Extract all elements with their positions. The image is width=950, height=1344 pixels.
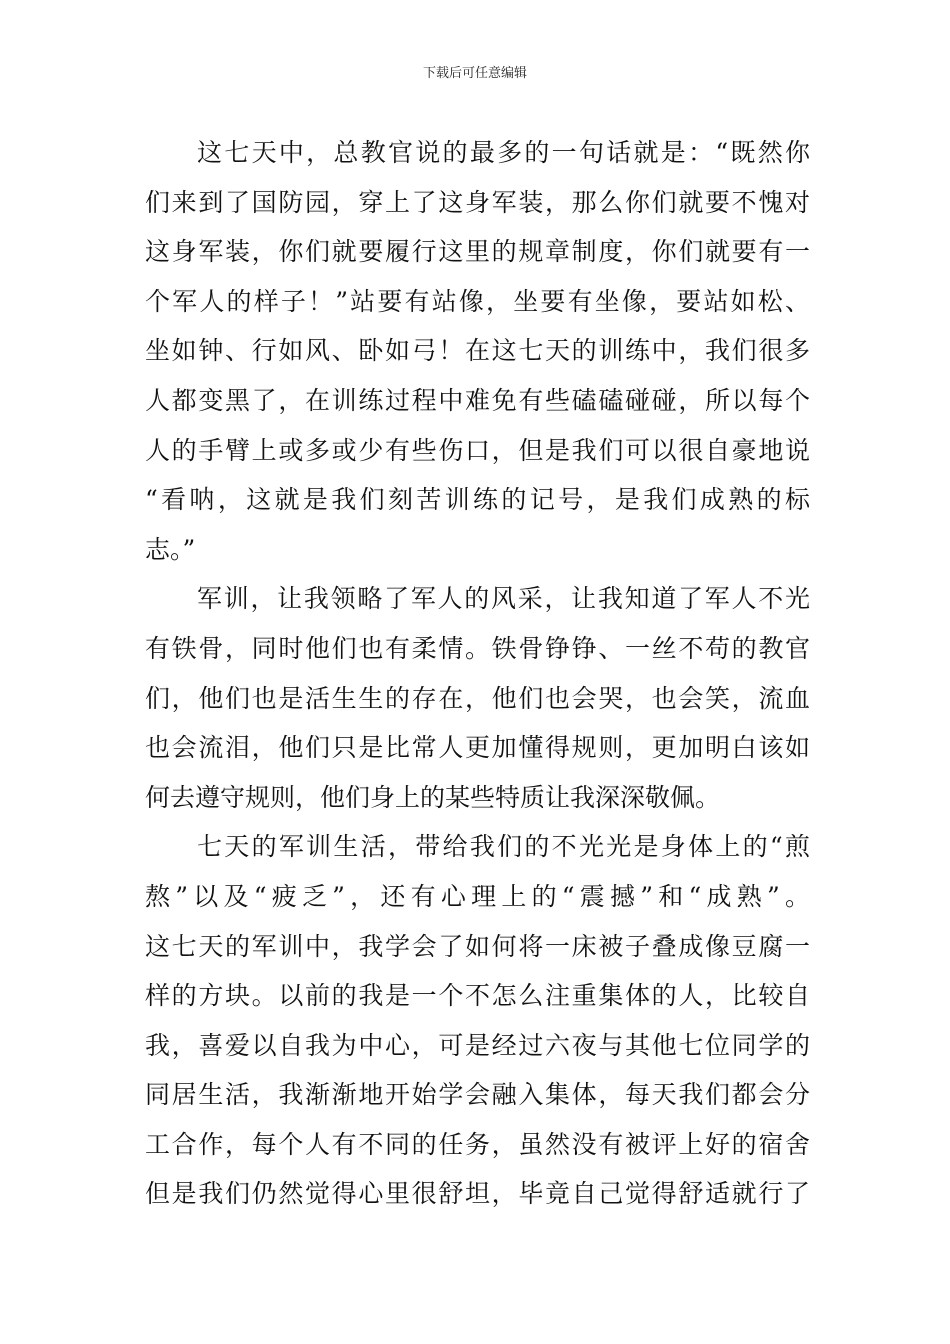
document-body bbox=[145, 128, 810, 1219]
text-line: 们，他们也是活生生的存在，他们也会哭，也会笑，流血 bbox=[145, 683, 810, 713]
text-line: 但是我们仍然觉得心里很舒坦，毕竟自己觉得舒适就行了 bbox=[145, 1179, 810, 1209]
text-line: 这身军装，你们就要履行这里的规章制度，你们就要有一 bbox=[145, 237, 810, 267]
text-line: 熬”以及“疲乏”，还有心理上的“震撼”和“成熟”。 bbox=[145, 881, 810, 911]
text-line: 样的方块。以前的我是一个不怎么注重集体的人，比较自 bbox=[145, 981, 810, 1011]
text-line: 人都变黑了，在训练过程中难免有些磕磕碰碰，所以每个 bbox=[145, 385, 810, 415]
text-line: 人的手臂上或多或少有些伤口，但是我们可以很自豪地说 bbox=[145, 435, 810, 465]
text-line: 我，喜爱以自我为中心，可是经过六夜与其他七位同学的 bbox=[145, 1030, 810, 1060]
text-line: 志。” bbox=[145, 534, 196, 564]
text-line: 工合作，每个人有不同的任务，虽然没有被评上好的宿舍 bbox=[145, 1129, 810, 1159]
text-line: 这七天的军训中，我学会了如何将一床被子叠成像豆腐一 bbox=[145, 931, 810, 961]
text-line: 也会流泪，他们只是比常人更加懂得规则，更加明白该如 bbox=[145, 733, 810, 763]
text-line: “看呐，这就是我们刻苦训练的记号，是我们成熟的标 bbox=[145, 485, 810, 515]
text-line: 个军人的样子！”站要有站像，坐要有坐像，要站如松、 bbox=[145, 286, 810, 316]
text-line: 何去遵守规则，他们身上的某些特质让我深深敬佩。 bbox=[145, 782, 721, 812]
text-line: 们来到了国防园，穿上了这身军装，那么你们就要不愧对 bbox=[145, 187, 810, 217]
text-line: 坐如钟、行如风、卧如弓！在这七天的训练中，我们很多 bbox=[145, 336, 810, 366]
text-line: 七天的军训生活，带给我们的不光光是身体上的“煎 bbox=[197, 832, 810, 862]
text-line: 同居生活，我渐渐地开始学会融入集体，每天我们都会分 bbox=[145, 1080, 810, 1110]
text-line: 有铁骨，同时他们也有柔情。铁骨铮铮、一丝不苟的教官 bbox=[145, 633, 810, 663]
text-line: 这七天中，总教官说的最多的一句话就是：“既然你 bbox=[197, 138, 810, 167]
page-header: 下载后可任意编辑 bbox=[422, 66, 527, 81]
text-line: 军训，让我领略了军人的风采，让我知道了军人不光 bbox=[197, 584, 810, 614]
